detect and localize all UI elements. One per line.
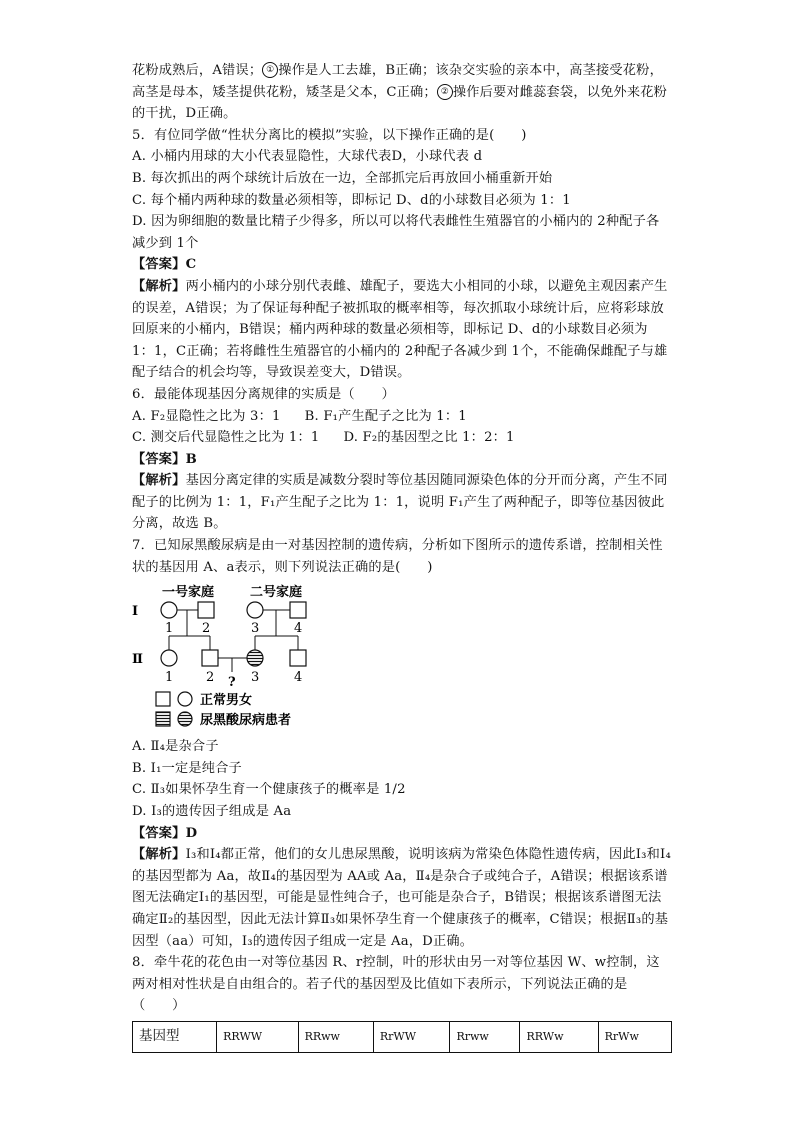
I3-female-normal — [247, 602, 263, 618]
II2-number: 2 — [206, 670, 215, 686]
circled-two-mark: ② — [437, 84, 453, 100]
I1-female-normal — [161, 602, 177, 618]
II1-female-normal — [161, 650, 177, 666]
pedigree-svg — [132, 582, 432, 730]
family1-label: 一号家庭 — [162, 585, 215, 601]
q6-options-row-2 — [132, 427, 672, 449]
carryover-text-b: 操作是人工去雄，B正确；该杂交实验的亲本中，高茎接受花粉，高茎是母本，矮茎提供花粉，矮茎是父本，C正确； — [132, 63, 663, 100]
carryover-text-a: 花粉成熟后，A错误； — [132, 63, 263, 78]
q5-analysis — [132, 276, 672, 384]
q7-answer-value: D — [185, 825, 198, 841]
table-cell: Rrww — [450, 1021, 520, 1052]
q7-analysis-label: 【解析】 — [132, 847, 186, 863]
q6-option-a: A. F₂显隐性之比为 3：1 — [132, 408, 281, 424]
carryover-text-c: 操作后要对雌蕊套袋，以免外来花粉的干扰，D正确。 — [132, 84, 668, 122]
q5-option-a: A. 小桶内用球的大小代表显隐性，大球代表D，小球代表 d — [132, 149, 483, 165]
II2-male-normal — [202, 650, 218, 666]
q7-option-d: D. Ⅰ₃的遗传因子组成是 Aa — [132, 804, 292, 820]
table-row — [133, 1021, 672, 1052]
q5-answer-label: 【答案】 — [132, 257, 186, 273]
table-header-cell: 基因型 — [133, 1021, 217, 1052]
legend-patient-label: 尿黑酸尿病患者 — [200, 713, 292, 729]
II3-number: 3 — [251, 670, 260, 686]
pedigree-diagram — [132, 582, 672, 730]
q7-option-c: C. Ⅱ₃如果怀孕生育一个健康孩子的概率是 1/2 — [132, 782, 406, 798]
legend-circle-normal — [178, 692, 192, 706]
q6-analysis-text: 基因分离定律的实质是减数分裂时等位基因随同源染色体的分开而分离，产生不同配子的比例为 1：1，F₁产生配子之比为 1：1，说明 F₁产生了两种配子，即等位基因彼此分离，故选 B。 — [132, 473, 668, 532]
I4-male-normal — [290, 602, 306, 618]
legend-square-affected — [156, 712, 170, 726]
q5-analysis-text: 两小桶内的小球分别代表雌、雄配子，要选大小相同的小球，以避免主观因素产生的误差，A错误；为了保证每种配子被抓取的概率相等，每次抓取小球统计后，应将彩球放回原来的小桶内，B错误；桶内两种球的数量必须相等，即标记 D、d的小球数目必须为 1：1，C正确；若将雌性生殖器官的小桶内的 2种配子各减少到 1个，不能确保雌配子与雄配子结合的机会均等，导致误差变大，D错误。 — [132, 278, 668, 381]
circled-one-mark: ① — [262, 62, 278, 78]
q6-options-row-1 — [132, 406, 672, 428]
II1-number: 1 — [165, 670, 174, 686]
table-cell: RrWW — [373, 1021, 450, 1052]
q7-answer — [132, 823, 672, 845]
table-cell: RRww — [298, 1021, 373, 1052]
table-cell: RRWW — [217, 1021, 298, 1052]
q7-analysis — [132, 844, 672, 952]
q6-answer-value: B — [185, 451, 197, 467]
q6-answer — [132, 449, 672, 471]
q8-stem: 8．牵牛花的花色由一对等位基因 R、r控制，叶的形状由另一对等位基因 W、w控制，这两对相对性状是自由组合的。若子代的基因型及比值如下表所示，下列说法正确的是（ ） — [132, 955, 660, 1014]
I2-number: 2 — [202, 621, 211, 637]
II4-number: 4 — [294, 670, 303, 686]
q6-answer-label: 【答案】 — [132, 451, 186, 467]
q5-option-c: C. 每个桶内两种球的数量必须相等，即标记 D、d的小球数目必须为 1：1 — [132, 192, 571, 208]
q5-option-b: B. 每次抓出的两个球统计后放在一边，全部抓完后再放回小桶重新开始 — [132, 170, 553, 186]
q6-analysis-label: 【解析】 — [132, 473, 186, 489]
q7-answer-label: 【答案】 — [132, 825, 186, 841]
family2-label: 二号家庭 — [250, 585, 303, 601]
unknown-offspring-mark: ? — [228, 675, 236, 691]
q7-stem: 7．已知尿黑酸尿病是由一对基因控制的遗传病，分析如下图所示的遗传系谱，控制相关性状的基因用 A、a表示，则下列说法正确的是( ) — [132, 538, 663, 575]
carryover-paragraph — [132, 60, 672, 125]
I4-number: 4 — [294, 621, 303, 637]
table-cell: RRWw — [520, 1021, 598, 1052]
legend-square-normal — [156, 692, 170, 706]
q6-option-d: D. F₂的基因型之比 1：2：1 — [343, 430, 515, 446]
table-cell: RrWw — [598, 1021, 671, 1052]
II3-female-affected — [247, 650, 263, 666]
genotype-table — [132, 1021, 672, 1053]
q5-option-d: D. 因为卵细胞的数量比精子少得多，所以可以将代表雌性生殖器官的小桶内的 2种配子各减少到 1个 — [132, 214, 660, 251]
I2-male-normal — [198, 602, 214, 618]
q7-analysis-text: Ⅰ₃和Ⅰ₄都正常，他们的女儿患尿黑酸，说明该病为常染色体隐性遗传病，因此Ⅰ₃和Ⅰ₄的基因型都为 Aa，故Ⅱ₄的基因型为 AA或 Aa，Ⅱ₄是杂合子或纯合子，A错误；根据该系谱图无法确定Ⅰ₁的基因型，可能是显性纯合子，也可能是杂合子，B错误；根据该系谱图无法确定Ⅱ₂的基因型，因此无法计算Ⅱ₃如果怀孕生育一个健康孩子的概率，C错误；根据Ⅱ₃的基因型（aa）可知，Ⅰ₃的遗传因子组成一定是 Aa，D正确。 — [132, 847, 671, 949]
q6-analysis — [132, 470, 672, 535]
q7-option-a: A. Ⅱ₄是杂合子 — [132, 739, 219, 755]
q7-option-b: B. Ⅰ₁一定是纯合子 — [132, 760, 242, 776]
q6-option-c: C. 测交后代显隐性之比为 1：1 — [132, 430, 320, 446]
q5-answer-value: C — [185, 257, 197, 273]
generation-1-label: Ⅰ — [132, 604, 139, 620]
document-page — [132, 60, 672, 1053]
legend-circle-affected — [178, 712, 192, 726]
q5-stem: 5．有位同学做“性状分离比的模拟”实验，以下操作正确的是( ) — [132, 127, 527, 143]
I1-number: 1 — [165, 621, 174, 637]
q6-stem: 6．最能体现基因分离规律的实质是（ ） — [132, 386, 395, 402]
legend-normal-label: 正常男女 — [200, 693, 253, 709]
generation-2-label: Ⅱ — [132, 652, 143, 668]
q5-analysis-label: 【解析】 — [132, 278, 186, 294]
II4-male-normal — [290, 650, 306, 666]
q6-option-b: B. F₁产生配子之比为 1：1 — [304, 408, 467, 424]
q5-answer — [132, 254, 672, 276]
I3-number: 3 — [251, 621, 260, 637]
